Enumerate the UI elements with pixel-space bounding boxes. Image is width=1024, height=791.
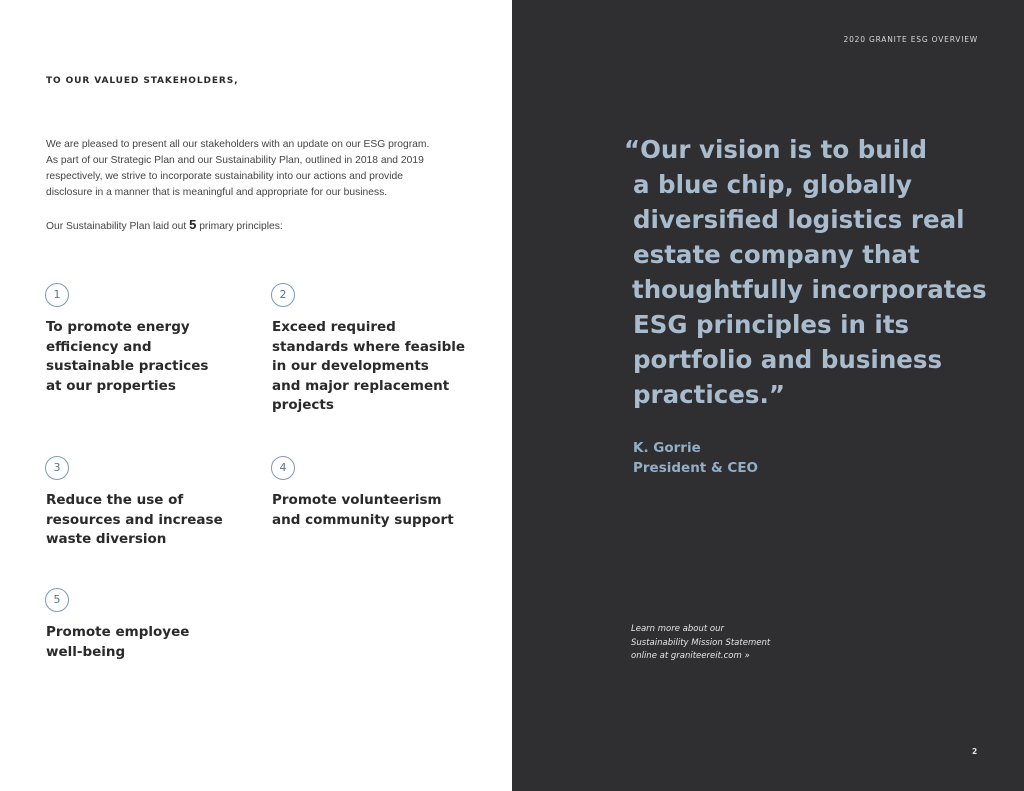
- principle-line: efficiency and: [46, 338, 152, 355]
- page-number: 2: [972, 747, 978, 756]
- quote-line: “Our vision is to build: [624, 135, 928, 164]
- principle-4-number: 4: [271, 456, 295, 480]
- intro-line: disclosure in a manner that is meaningful and appropriate for our business.: [46, 187, 388, 198]
- principle-line: and community support: [272, 511, 454, 528]
- principle-line: resources and increase: [46, 511, 223, 528]
- intro-line: As part of our Strategic Plan and our Sustainability Plan, outlined in 2018 and 2019: [46, 155, 424, 166]
- principle-3-text: [46, 491, 256, 550]
- author-name: K. Gorrie: [633, 440, 701, 456]
- principle-line: and major replacement: [272, 377, 450, 394]
- principle-1-text: [46, 318, 256, 396]
- quote-line: estate company that: [633, 240, 920, 269]
- author-title: President & CEO: [633, 460, 759, 476]
- principle-line: standards where feasible: [272, 338, 466, 355]
- ceo-quote: [624, 132, 994, 412]
- principle-line: To promote energy: [46, 319, 190, 335]
- principles-prefix: Our Sustainability Plan laid out: [46, 221, 190, 232]
- learn-more-line: Learn more about our: [631, 624, 724, 634]
- learn-more-line: Sustainability Mission Statement: [631, 637, 771, 648]
- intro-line: We are pleased to present all our stakeholders with an update on our ESG program.: [46, 139, 430, 150]
- principles-count: 5: [189, 217, 197, 232]
- principle-line: Reduce the use of: [46, 492, 184, 508]
- quote-line: thoughtfully incorporates: [632, 275, 987, 304]
- learn-more-line: online at graniteereit.com »: [631, 651, 750, 661]
- quote-line: diversified logistics real: [633, 205, 965, 234]
- principle-line: Promote volunteerism: [272, 492, 442, 508]
- quote-attribution: [633, 438, 758, 478]
- principle-line: well-being: [46, 643, 126, 660]
- principle-4-text: [272, 491, 482, 530]
- principle-line: sustainable practices: [46, 358, 209, 374]
- principle-line: Exceed required: [272, 319, 396, 335]
- principles-intro: [46, 217, 283, 232]
- quote-line: practices.”: [633, 380, 785, 409]
- quote-line: portfolio and business: [633, 345, 943, 374]
- principle-3-number: 3: [45, 456, 69, 480]
- salutation: TO OUR VALUED STAKEHOLDERS,: [46, 76, 239, 86]
- principle-line: in our developments: [272, 358, 429, 374]
- principle-5-number: 5: [45, 588, 69, 612]
- intro-line: respectively, we strive to incorporate sustainability into our actions and provide: [46, 171, 403, 182]
- quote-line: a blue chip, globally: [633, 170, 912, 199]
- principle-5-text: [46, 623, 256, 662]
- principles-suffix: primary principles:: [196, 221, 283, 232]
- principle-line: at our properties: [46, 377, 176, 394]
- principle-2-number: 2: [271, 283, 295, 307]
- document-header-title: 2020 GRANITE ESG OVERVIEW: [843, 35, 978, 44]
- principle-line: Promote employee: [46, 624, 190, 640]
- intro-paragraph: [46, 137, 466, 201]
- principle-line: waste diversion: [46, 531, 167, 547]
- principle-2-text: [272, 318, 482, 416]
- principle-line: projects: [272, 397, 334, 413]
- principle-1-number: 1: [45, 283, 69, 307]
- learn-more-link[interactable]: [631, 623, 770, 664]
- quote-line: ESG principles in its: [633, 310, 910, 339]
